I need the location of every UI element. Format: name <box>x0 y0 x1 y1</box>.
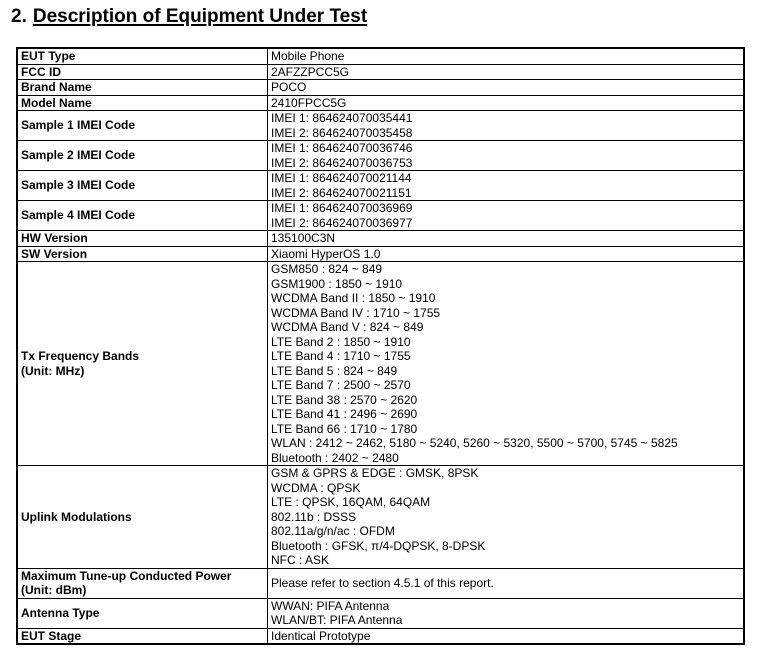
row-label-line: Sample 2 IMEI Code <box>21 148 136 163</box>
row-value <box>268 628 745 644</box>
row-value <box>268 48 745 64</box>
row-value-line: 802.11a/g/n/ac : OFDM <box>271 524 395 538</box>
row-value-line: LTE Band 38 : 2570 ~ 2620 <box>271 392 418 407</box>
table-row <box>17 48 744 64</box>
row-label-line: Uplink Modulations <box>21 509 132 524</box>
table-row <box>17 231 744 247</box>
row-value-line: Please refer to section 4.5.1 of this report. <box>271 575 494 590</box>
row-value-line: WCDMA : QPSK <box>271 480 361 495</box>
row-value-line: GSM & GPRS & EDGE : GMSK, 8PSK <box>271 466 479 480</box>
row-label <box>17 171 268 201</box>
row-label-line: (Unit: MHz) <box>21 363 85 378</box>
row-value-line: Mobile Phone <box>271 49 345 63</box>
row-label <box>17 231 268 247</box>
row-value <box>268 111 745 141</box>
row-label-line: Sample 3 IMEI Code <box>21 178 136 193</box>
row-value-line: LTE Band 4 : 1710 ~ 1755 <box>271 349 411 363</box>
row-value <box>268 141 745 171</box>
table-row <box>17 201 744 231</box>
row-value-line: WCDMA Band V : 824 ~ 849 <box>271 320 424 334</box>
table-row <box>17 246 744 262</box>
row-label-line: SW Version <box>21 246 88 261</box>
row-label <box>17 64 268 80</box>
row-value-line: IMEI 2: 864624070021151 <box>271 185 412 200</box>
section-title: Description of Equipment Under Test <box>32 6 368 27</box>
row-value-line: IMEI 2: 864624070035458 <box>271 125 413 140</box>
row-value-line: LTE : QPSK, 16QAM, 64QAM <box>271 495 431 509</box>
row-label-line: Antenna Type <box>21 605 100 620</box>
row-label-line: Brand Name <box>21 80 92 94</box>
row-value <box>268 246 745 262</box>
row-label <box>17 466 268 569</box>
row-label <box>17 80 268 96</box>
row-value-line: WWAN: PIFA Antenna <box>271 598 390 613</box>
row-value-line: GSM850 : 824 ~ 849 <box>271 262 383 276</box>
row-value-line: IMEI 2: 864624070036753 <box>271 155 413 170</box>
row-value-line: WCDMA Band IV : 1710 ~ 1755 <box>271 305 441 320</box>
row-value <box>268 95 745 111</box>
equipment-table <box>16 47 745 645</box>
row-value-line: Bluetooth : 2402 ~ 2480 <box>271 450 399 465</box>
row-label <box>17 246 268 262</box>
table-row <box>17 628 744 644</box>
table-row <box>17 111 744 141</box>
row-value-line: LTE Band 41 : 2496 ~ 2690 <box>271 407 418 421</box>
row-label-line: Maximum Tune-up Conducted Power <box>21 568 232 583</box>
row-label-line: Model Name <box>21 95 92 110</box>
row-value <box>268 201 745 231</box>
row-value-line: IMEI 1: 864624070021144 <box>271 171 412 185</box>
row-label <box>17 141 268 171</box>
row-label-line: (Unit: dBm) <box>21 583 87 597</box>
row-value <box>268 80 745 96</box>
row-value-line: 802.11b : DSSS <box>271 509 357 524</box>
table-row <box>17 598 744 628</box>
row-label-line: Sample 1 IMEI Code <box>21 118 136 133</box>
row-value-line: Identical Prototype <box>271 628 371 643</box>
row-label-line: HW Version <box>21 231 88 245</box>
row-value <box>268 568 745 598</box>
section-number: 2. <box>11 6 27 27</box>
row-label <box>17 111 268 141</box>
row-label <box>17 95 268 111</box>
row-value-line: LTE Band 66 : 1710 ~ 1780 <box>271 421 418 436</box>
row-value-line: WLAN/BT: PIFA Antenna <box>271 613 403 627</box>
row-label <box>17 628 268 644</box>
row-value <box>268 231 745 247</box>
row-value-line: 135100C3N <box>271 231 336 245</box>
table-row <box>17 466 744 569</box>
row-value <box>268 64 745 80</box>
table-row <box>17 80 744 96</box>
row-value-line: 2AFZZPCC5G <box>271 64 350 79</box>
row-value-line: IMEI 1: 864624070036969 <box>271 201 413 215</box>
row-value-line: IMEI 2: 864624070036977 <box>271 215 413 230</box>
table-row <box>17 262 744 466</box>
row-value <box>268 598 745 628</box>
table-row <box>17 64 744 80</box>
row-value-line: IMEI 1: 864624070036746 <box>271 141 413 155</box>
row-value-line: LTE Band 2 : 1850 ~ 1910 <box>271 334 411 349</box>
row-value-line: IMEI 1: 864624070035441 <box>271 111 413 125</box>
row-value <box>268 262 745 466</box>
row-label <box>17 48 268 64</box>
table-row <box>17 95 744 111</box>
row-value <box>268 171 745 201</box>
row-label-line: EUT Stage <box>21 628 82 643</box>
section-heading <box>11 6 367 28</box>
row-value-line: Bluetooth : GFSK, π/4-DQPSK, 8-DPSK <box>271 538 486 553</box>
row-label <box>17 568 268 598</box>
table-row <box>17 568 744 598</box>
row-value-line: NFC : ASK <box>271 553 330 567</box>
row-label <box>17 598 268 628</box>
row-value-line: POCO <box>271 80 307 94</box>
row-label-line: Sample 4 IMEI Code <box>21 208 136 223</box>
row-label <box>17 201 268 231</box>
row-label-line: EUT Type <box>21 49 76 63</box>
row-value-line: LTE Band 7 : 2500 ~ 2570 <box>271 378 411 392</box>
row-value-line: GSM1900 : 1850 ~ 1910 <box>271 276 403 291</box>
row-label-line: Tx Frequency Bands <box>21 349 140 363</box>
table-row <box>17 171 744 201</box>
row-value <box>268 466 745 569</box>
row-value-line: WCDMA Band II : 1850 ~ 1910 <box>271 291 436 305</box>
row-value-line: LTE Band 5 : 824 ~ 849 <box>271 363 398 378</box>
row-value-line: WLAN : 2412 ~ 2462, 5180 ~ 5240, 5260 ~ 5320, 5500 ~ 5700, 5745 ~ 5825 <box>271 436 678 450</box>
row-label-line: FCC ID <box>21 64 61 79</box>
table-row <box>17 141 744 171</box>
row-label <box>17 262 268 466</box>
row-value-line: Xiaomi HyperOS 1.0 <box>271 246 381 261</box>
row-value-line: 2410FPCC5G <box>271 95 347 110</box>
